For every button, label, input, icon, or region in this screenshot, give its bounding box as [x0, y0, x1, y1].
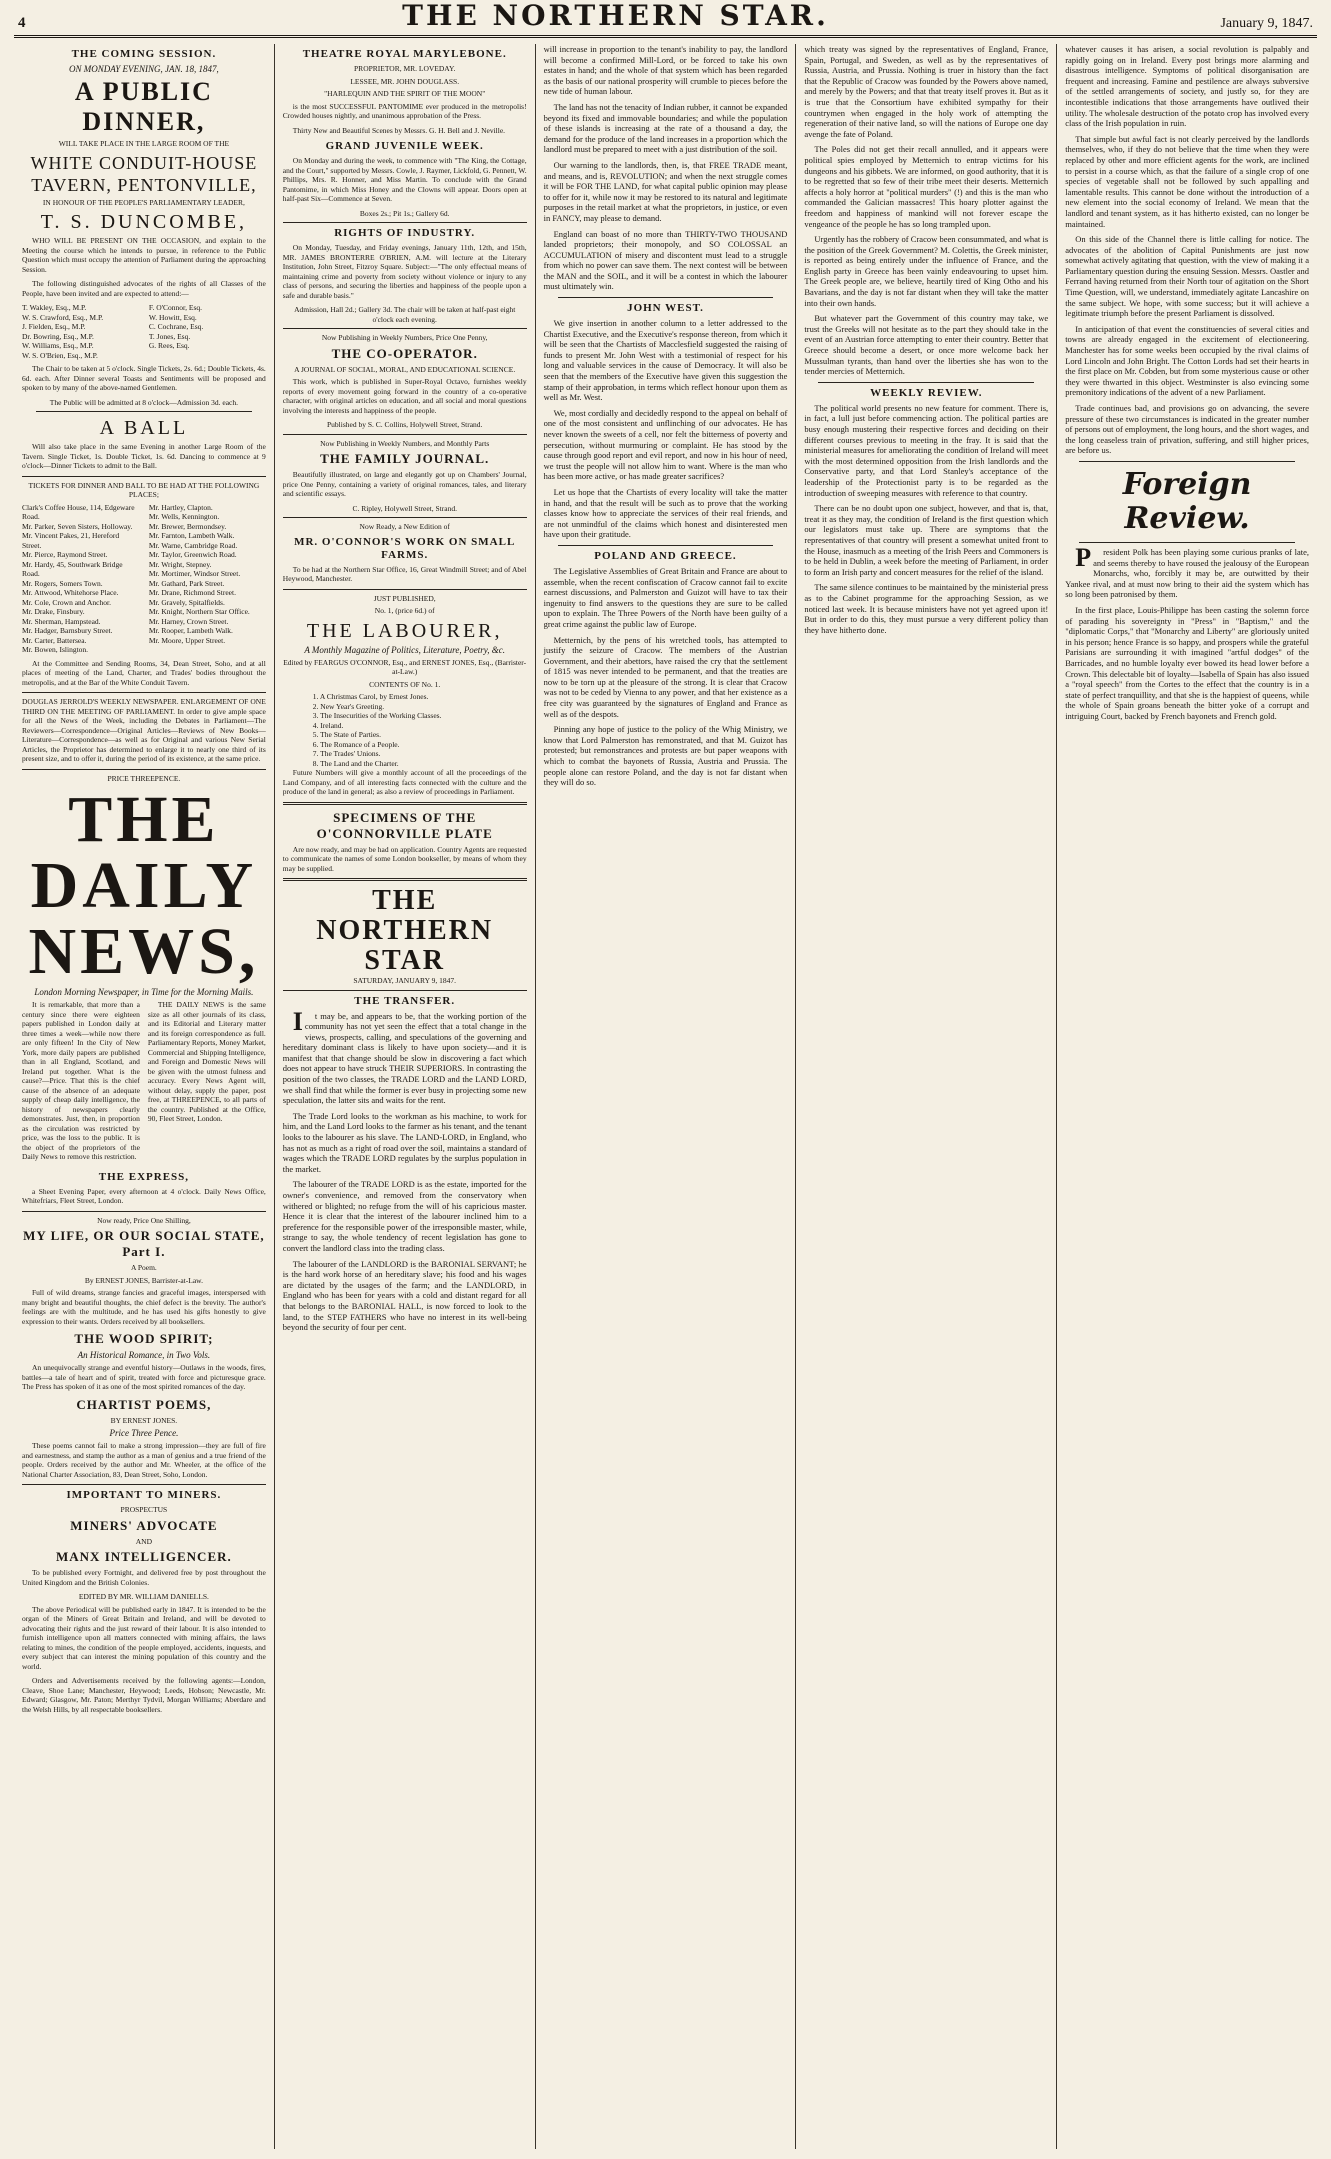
- coming-session-heading: THE COMING SESSION.: [71, 48, 217, 60]
- page-number: 4: [18, 15, 26, 31]
- poland-greece-heading: POLAND AND GREECE.: [594, 549, 737, 562]
- weekly-cont-2: That simple but awful fact is not clearly perceived by the landlords themselves, who, if they do not believe that the time when they were replaced by other and more efficient agents for the work, are inclined to persist in a course which, as that the failure of a single crop of one species of vegetable shall not be followed by such appalling and lamentable results. This cannot be done without the introduction of a new element into the social economy of Ireland. We mean that the landlord and tenant system, as it has hitherto existed, can no longer be maintained.: [1065, 133, 1309, 229]
- daily-news-left: It is remarkable, that more than a century since there were eighteen papers published in London daily at three times a week—while now there are only fifteen! In the City of New York, more daily papers are published than in all England, Scotland, and Ireland put together. What is the cause?—Price. That this is the chief cause of the absence of an adequate supply of cheap daily intelligence, the history of newspapers clearly demonstrates. Just, then, in proportion as the circulation was restricted by price, was the loss to the public. It is the object of the proprietors of the Daily News to remove this restriction.: [22, 1000, 140, 1161]
- contents-list: [283, 692, 527, 768]
- transfer-cont-2: The land has not the tenacity of Indian rubber, it cannot be expanded beyond its fixed and immovable boundaries; and while the population of these islands is increasing at the rate of a thousand a day, the demand for the produce of the land increases in a proportion which the landlord must be prepared to meet with a just distribution of the soil.: [543, 101, 788, 155]
- jones-body: Full of wild dreams, strange fancies and graceful images, interspersed with many bright and beautiful thoughts, the chief defect is the brevity. The author's feelings are with the multitude, and he has used his gifts honestly to give expression to their wants. Orders received by all booksellers.: [22, 1288, 266, 1326]
- theatre-proprietor: PROPRIETOR, MR. LOVEDAY.: [354, 64, 456, 73]
- chartist-poems-title: CHARTIST POEMS,: [76, 1396, 212, 1412]
- contents-item: 7. The Trades' Unions.: [312, 749, 381, 758]
- duncombe-body: WHO WILL BE PRESENT ON THE OCCASION, and explain to the Meeting the course which he intends to pursue, in reference to the Public Question which must occupy the attention of Parliament during the approaching Session.: [22, 236, 266, 274]
- dinner-date: ON MONDAY EVENING, JAN. 18, 1847,: [69, 64, 219, 74]
- issue-date: January 9, 1847.: [1220, 16, 1313, 31]
- ticket-place: Mr. Rooper, Lambeth Walk.: [148, 626, 233, 635]
- ticket-place: Clark's Coffee House, 114, Edgeware Road.: [22, 502, 135, 521]
- coop-pre: Now Publishing in Weekly Numbers, Price One Penny,: [321, 333, 488, 342]
- public-dinner-heading: A PUBLIC DINNER,: [74, 77, 213, 136]
- miners-heading: IMPORTANT TO MINERS.: [66, 1489, 222, 1501]
- weekly-cont-4: In anticipation of that event the constituencies of several cities and towns are already engaged in the excitement of electioneering. Manchester has for some weeks been occupied by the rival claims of Lord Lincoln and John Bright. The Cotton Lords had set their hearts in the first place on Mr. Cobden, but from some mysterious cause or other they were thwarted in this object. Westminster is also evincing some premonitory indications of the advent of a new Parliament.: [1065, 323, 1309, 398]
- transfer-cont-1: will increase in proportion to the tenant's inability to pay, the landlord will become a confirmed Mill-Lord, or be forced to take his own estates in hand; and the whole of that system which has been regarded as the basis of our national prosperity will crumble to pieces before the new tide of human labour.: [543, 44, 788, 97]
- transfer-cont-3: Our warning to the landlords, then, is, that FREE TRADE meant, and means, and is, REVOLUTION; and when the next struggle comes it will be FOR THE LAND, for what capital public opinion may please to offer for it, while now it may be restored to its natural and legitimate purposes in the retail market at what the proprietors, in justice, or even in FANCY, may please to demand.: [543, 159, 788, 223]
- daily-news-subtitle: London Morning Newspaper, in Time for the Morning Mails.: [34, 987, 254, 997]
- tickets-heading: TICKETS FOR DINNER AND BALL TO BE HAD AT THE FOLLOWING PLACES;: [28, 480, 260, 499]
- jones-title: MY LIFE, OR OUR SOCIAL STATE, Part I.: [23, 1228, 265, 1259]
- ticket-place: Mr. Wells, Kennington.: [148, 512, 220, 521]
- invited-item: F. O'Connor, Esq.: [148, 303, 203, 312]
- invited-item: T. Jones, Esq.: [148, 331, 191, 341]
- tickets-note: At the Committee and Sending Rooms, 34, Dean Street, Soho, and at all places of meeting of the Land, Charter, and Trades' bodies throughout the metropolis, and at the Bar of the White Conduit Tavern.: [22, 658, 266, 687]
- transfer-para-2: The Trade Lord looks to the workman as his machine, to work for him, and the Land Lord looks to the farmer as his tenant, and the tenant looks to the labourer as his slave. The LAND-LORD, in England, who has not as much as a right of road over the soil, maintains a standard of wages which the TRADE LORD regulates by the surplus population in the market.: [282, 1110, 527, 1174]
- ticket-place: Mr. Harney, Crown Street.: [148, 616, 229, 626]
- ball-body: Will also take place in the same Evening in another Large Room of the Tavern. Single Ticket, 1s. Double Ticket, 1s. 6d. Dancing to commence at 9 o'clock—Dinner Tickets to admit to the Ball.: [22, 442, 266, 470]
- theatre-heading: THEATRE ROYAL MARYLEBONE.: [302, 48, 507, 60]
- invited-item: C. Cochrane, Esq.: [148, 322, 204, 331]
- miners-footer: Orders and Advertisements received by the following agents:—London, Cleave, Shoe Lane; Manchester, Heywood; Leeds, Hobson; Newcastle, Mr. Edward; Glasgow, Mr. Paton; Merthyr Tydvil, Morgan Williams; Aberdare and the Welsh Hills, by all respectable booksellers.: [22, 1676, 266, 1714]
- miners-advocate-title: MINERS' ADVOCATE: [70, 1517, 218, 1533]
- weekly-cont-5: Trade continues bad, and provisions go on advancing, the severe pressure of these two circumstances is indicated in the greater number of persons out of employment, the long hours, and the short wages, and the long ceaseless train of privation, suffering, and still higher prices, are before us.: [1065, 403, 1309, 456]
- jones-author: By ERNEST JONES, Barrister-at-Law.: [84, 1275, 203, 1285]
- transfer-para-1: It may be, and appears to be, that the working portion of the community has not yet seen the effect that a total change in the views, prospects, calling, and speculations of the governing and hereditary dominant class is likely to have upon society—and it is manifest that that change should be slow in discovering a fact which does not appear to have struck THEIR SUPERIORS. In contrasting the position of the two classes, the TRADE LORD and the LAND LORD, we shall find that while the former is ever busy in projecting some new speculation, the latter sits and waits for the rent.: [282, 1006, 527, 1106]
- juvenile-week-heading: GRAND JUVENILE WEEK.: [325, 140, 484, 152]
- john-west-para-2: We, most cordially and decidedly respond to the appeal on behalf of one of the most consistent and unflinching of our advocates. He has never known the sweets of a cell, nor felt the bitterness of poverty and persecution, without murmuring or complaint. He has stood by the cause through good report and evil report, and now in his hour of need, we trust the people will not allow him to want. Where is the man who has been more active, or has made greater sacrifices?: [543, 407, 788, 482]
- labourer-body: Future Numbers will give a monthly account of all the proceedings of the Land Company, and of all interesting facts connected with the culture and the produce of the land in general; as also a review of proceedings in Parliament.: [282, 768, 527, 796]
- labourer-pre: JUST PUBLISHED,: [373, 593, 436, 603]
- ticket-place: Mr. Sherman, Hampstead.: [22, 616, 101, 626]
- ticket-place: Mr. Bowen, Islington.: [22, 645, 89, 654]
- specimens-body: Are now ready, and may be had on application. Country Agents are requested to communicate the names of some London bookseller, by means of whom they may be supplied.: [282, 844, 527, 873]
- ticket-place: Mr. Taylor, Greenwich Road.: [148, 550, 237, 559]
- daily-news-price: PRICE THREEPENCE.: [107, 773, 181, 783]
- weekly-para-3: The same silence continues to be maintained by the ministerial press as to the Cabinet programme for the approaching Session, as we noticed last week. It is because ministers have not yet agreed upon it! But in order to do this, they must pursue a very different policy than they have hitherto done.: [804, 582, 1049, 635]
- ball-heading: A BALL: [99, 417, 189, 439]
- labourer-editors: Edited by FEARGUS O'CONNOR, Esq., and ERNEST JONES, Esq., (Barrister-at-Law.): [283, 657, 527, 676]
- family-journal-title: THE FAMILY JOURNAL.: [320, 451, 490, 466]
- tickets-places: [22, 503, 266, 655]
- dinner-note: The Chair to be taken at 5 o'clock. Single Tickets, 2s. 6d.; Double Tickets, 4s. 6d. each. After Dinner several Toasts and Sentiments will be proposed and spoken to by many of the above-named Gentlemen.: [22, 364, 266, 392]
- poland-cont-3: Urgently has the robbery of Cracow been consummated, and what is the position of the Greek Government? M. Colettis, the Greek minister, is reported as being entirely under the influence of France, and the English party in Greece has been vainly endeavouring to upset him. The Greek people are, we believe, heartily tired of King Otho and his Bavarians, and the day is not far distant when they will take the matter into their own hands.: [804, 234, 1049, 308]
- column-3: [535, 44, 796, 2149]
- contents-item: 6. The Romance of a People.: [312, 739, 400, 749]
- ticket-place: Mr. Hardy, 45, Southwark Bridge Road.: [22, 559, 123, 578]
- ticket-place: Mr. Rogers, Somers Town.: [22, 578, 103, 588]
- ticket-place: Mr. Drake, Finsbury.: [22, 607, 85, 616]
- contents-item: 8. The Land and the Charter.: [312, 758, 399, 768]
- small-farms-title: MR. O'CONNOR'S WORK ON SMALL FARMS.: [294, 535, 516, 561]
- northern-star-title: THE NORTHERN STAR: [316, 885, 494, 976]
- weekly-cont-3: On this side of the Channel there is little calling for notice. The advocates of the abolition of Capital Punishments are just now somewhat actively agitating that question, with the view of making it a Parliamentary question during the ensuing Session. Messrs. Oastler and Ferrand having returned from their North tour of agitation on the Short Time Question, will, we understand, immediately agitate Lancashire on the same subject. We hope, with some success; but it will achieve a legitimate triumph before the present Parliament is dissolved.: [1065, 234, 1309, 319]
- ticket-place: Mr. Gravely, Spitalfields.: [148, 597, 225, 607]
- poland-para-2: Metternich, by the pens of his wretched tools, has attempted to justify the seizure of Cracow. The members of the Austrian Government, and their abettors, have raised the cry that the settlement of 1815 was never intended to be permanent, and that the treaties are now to be torn up at the pleasure of the strong. It is clear that Cracow was not to be ceded by Vienna to any power, and that her existence as a free city was guaranteed by the signatures of England and France as well as of the despots.: [543, 634, 788, 719]
- family-journal-pre: Now Publishing in Weekly Numbers, and Monthly Parts: [320, 438, 490, 448]
- miners-note: To be published every Fortnight, and delivered free by post throughout the United Kingdom and the British Colonies.: [22, 1568, 266, 1587]
- invited-intro: The following distinguished advocates of the rights of all Classes of the People, have been invited and are expected to attend:—: [22, 279, 266, 298]
- theatre-more: On Monday and during the week, to commence with "The King, the Cottage, and the Court," supported by Messrs. Cowle, J. Raymer, Lickfold, G. Pennett, W. Phillips, Mrs. R. Honner, and Miss Martin. To conclude with the Grand Pantomime, in which Miss Honey and the Clowns will appear. Doors open at half-past Six—Commence at Seven.: [282, 156, 527, 203]
- contents-item: 3. The Insecurities of the Working Classes.: [312, 711, 442, 720]
- foreign-para-1: President Polk has been playing some curious pranks of late, and seems thereby to have roused the jealousy of the European Monarchs, who, forcibly it may be, are outwitted by their Yankee rival, and at must now bring to their aid the system which has so long been patronised by them.: [1065, 542, 1309, 600]
- daily-news-right: THE DAILY NEWS is the same size as all other journals of its class, and its Editorial and Literary matter and its foreign correspondence as full. Parliamentary Reports, Money Market, Commercial and Shipping Intelligence, and Foreign and Domestic News will be given with the utmost fulness and accuracy. Every News Agent will, without delay, supply the paper, post free, at THREEPENCE, to all parts of the country. Published at the Office, 90, Fleet Street, London.: [147, 1000, 266, 1123]
- john-west-para-1: We give insertion in another column to a letter addressed to the Chartist Executive, and the Executive's response thereon, from which it will be seen that the Chartists of Macclesfield suggested the raising of funds to present Mr. John West with a testimonial of respect for his long and valuable services in the cause of Democracy. It will also be seen that the members of the Executive have given this suggestion the stamp of their approbation, in terms which reflect honour upon them as well as Mr. West.: [543, 318, 788, 403]
- coop-publisher: Published by S. C. Collins, Holywell Street, Strand.: [326, 420, 483, 429]
- daily-news-title: THE DAILY NEWS,: [28, 783, 260, 988]
- foreign-para-2: In the first place, Louis-Philippe has been casting the solemn force of parading his sovereignty in "Press" in "Baptism," and the "diplomatic Corps," that "Monarchy and Liberty" are gloriously united in his person; hence France is so happy, and prospers while the grateful Parisians are surrounding it with imagined "artful dodges" of the Barricades, and no humble loyalty ever bowed its head lower before a Crown. This delectable bit of loyalty—Isabella of Spain has also issued a "royal speech" from the Cortes to the effect that the country is in a state of perfect tranquillity, and that she is the happiest of queens, while the whole of Spain groans beneath the bitter yoke of a corrupt and intriguing Court, backed by French bayonets and French gold.: [1065, 604, 1309, 721]
- chartist-poems-price: Price Three Pence.: [109, 1428, 179, 1438]
- weekly-para-1: The political world presents no new feature for comment. There is, in fact, a lull just before commencing action. The political parties are busy enough mustering their respective forces and deciding on their different courses previous to meeting in the fray. It is said that the ministerial measures for ameliorating the condition of Ireland will meet with the most determined opposition from the Irish landlords and the Conservative party, and that Lord Stanley's acceptance of the leadership of the Protectionist party is to be regarded as the introduction of sweeping measures with reference to that country.: [804, 402, 1049, 498]
- contents-item: 2. New Year's Greeting.: [312, 701, 385, 711]
- column-4: [795, 44, 1056, 2149]
- rights-admission: Admission, Hall 2d.; Gallery 3d. The chair will be taken at half-past eight o'clock each evening.: [294, 305, 516, 324]
- rights-heading: RIGHTS OF INDUSTRY.: [334, 227, 476, 239]
- labourer-number: No. 1, (price 6d.) of: [374, 606, 435, 615]
- jerrold-advert: DOUGLAS JERROLD'S WEEKLY NEWSPAPER. ENLARGEMENT OF ONE THIRD ON THE MEETING OF PARLIAMENT. In order to give ample space for all the News of the Week, including the Debates in Parliament—The Reviewers—Correspondence—Original Articles—Reviews of New Books—Literature—Correspondence—as well as for Original and various New Serial Articles, the Proprietor has determined to enlarge it to nearly one third of its present size, and to offer it, during the period of its existence, at the same price.: [22, 697, 266, 763]
- poland-cont-2: The Poles did not get their recall annulled, and it appears were political spies employed by Metternich to entrap victims for his dungeons and his gibbets. We are informed, on good authority, that it is to be regretted that so few of their tribe meet their deserts. Metternich affects a holy horror at "political murders" (!) and this is the man who commanded the Galician massacres! This hoary plotter against the freedom and happiness of mankind will not forever escape the vengeance of the people he has so long trampled upon.: [804, 144, 1049, 229]
- northern-star-date: SATURDAY, JANUARY 9, 1847.: [353, 976, 457, 985]
- contents-heading: CONTENTS OF No. 1.: [369, 679, 441, 689]
- small-farms-body: To be had at the Northern Star Office, 16, Great Windmill Street; and of Abel Heywood, Manchester.: [282, 564, 527, 583]
- poland-para-1: The Legislative Assemblies of Great Britain and France are about to assemble, when the recent confiscation of Cracow cannot fail to excite earnest discussions, and Palmerston and Guizot will have to tax their ingenuity to find answers to the questions they are sure to be called upon to explain. The Three Powers of the North have been guilty of a great crime against the public law of Europe.: [543, 565, 788, 629]
- jones-pre: Now ready, Price One Shilling,: [97, 1215, 191, 1225]
- daily-news-body: [22, 1000, 266, 1167]
- ticket-place: Mr. Gathard, Park Street.: [148, 578, 225, 588]
- columns: [14, 38, 1317, 2149]
- transfer-heading: THE TRANSFER.: [354, 994, 456, 1007]
- miners-prospectus: PROSPECTUS: [120, 1505, 168, 1514]
- contents-item: 4. Ireland.: [312, 720, 344, 730]
- transfer-para-3: The labourer of the TRADE LORD is as the estate, imported for the owner's convenience, and removed from the conservatory when withered or blighted; no refuge from the will of his capricious master. Hence it is clear that the interest of the labourer inclined him to a preference for the responsible power of the irresponsible master, while, strange to say, the whole tendency of recent legislation has gone to convert the landlord class into the trading class.: [282, 1179, 527, 1253]
- manx-intelligencer-title: MANX INTELLIGENCER.: [56, 1549, 232, 1564]
- labourer-subtitle: A Monthly Magazine of Politics, Literature, Poetry, &c.: [304, 644, 506, 655]
- public-admission: The Public will be admitted at 8 o'clock—Admission 3d. each.: [49, 397, 238, 407]
- invited-item: W. S. O'Brien, Esq., M.P.: [22, 350, 98, 360]
- column-1: [14, 44, 274, 2149]
- weekly-para-2: There can be no doubt upon one subject, however, and that is, that, treat it as they may, the condition of Ireland is the first question which our legislators must take up. There are symptoms that the representatives of that country will present a somewhat united front to the House, inasmuch as a meeting of the Irish Peers and Commoners is to be held in Dublin, a week before the meeting of Parliament, in order to form an Irish party and concert measures for the relief of the island.: [804, 503, 1049, 577]
- poland-cont-1: which treaty was signed by the representatives of England, France, Spain, Portugal, and Sweden, as well as by the representatives of Russia, Austria, and Prussia. Nothing is truer in history than the fact that the Republic of Cracow was founded by the Powers above named, and merely by the Powers; and that that treaty itself proves it. But as it is true that the Consortium have exhibited sympathy for their countrymen when engaged in the holy work of attempting the regeneration of their native land, so will the nations of Europe one day avenge the fate of Poland.: [804, 44, 1049, 139]
- theatre-prices: Boxes 2s.; Pit 1s.; Gallery 6d.: [359, 208, 450, 218]
- dinner-honour: IN HONOUR OF THE PEOPLE'S PARLIAMENTARY LEADER,: [42, 197, 245, 207]
- theatre-body: is the most SUCCESSFUL PANTOMIME ever produced in the metropolis! Crowded houses nightly, and unanimous approbation of the Press.: [282, 101, 527, 120]
- jones-poem: A Poem.: [130, 1263, 157, 1272]
- invited-list: [22, 303, 266, 360]
- invited-item: W. Howitt, Esq.: [148, 312, 197, 322]
- invited-item: J. Fielden, Esq., M.P.: [22, 322, 86, 331]
- chartist-poems-author: BY ERNEST JONES.: [110, 1415, 178, 1425]
- labourer-title: THE LABOURER,: [306, 619, 503, 642]
- miners-body: The above Periodical will be published early in 1847. It is intended to be the organ of the Miners of Great Britain and Ireland, and will be devoted to advocating their rights and the just reward of their labour. It is also intended to furnish intelligence upon all matters connected with mining affairs, the laws relating to mines, the condition of the people employed, accidents, inquests, and every subject that can interest the mining population of this country and the world.: [22, 1604, 266, 1671]
- ticket-place: Mr. Pierce, Raymond Street.: [22, 550, 108, 559]
- masthead: [14, 0, 1317, 38]
- invited-item: W. Williams, Esq., M.P.: [22, 341, 94, 350]
- duncombe-name: T. S. DUNCOMBE,: [40, 211, 248, 233]
- ticket-place: Mr. Vincent Pakes, 21, Hereford Street.: [22, 531, 120, 550]
- ticket-place: Mr. Farnton, Lambeth Walk.: [148, 531, 235, 540]
- family-journal-publisher: C. Ripley, Holywell Street, Strand.: [352, 503, 457, 513]
- transfer-cont-4: England can boast of no more than THIRTY-TWO THOUSAND landed proprietors; their monopoly, and SO COLOSSAL an ACCUMULATION of misery and discontent must lead to a struggle from which no power can save them. The next contest will be between the MAN and the SOIL, and it will be a contest in which the labourer must ultimately win.: [543, 228, 788, 292]
- column-2: [274, 44, 535, 2149]
- poland-para-3: Pinning any hope of justice to the policy of the Whig Ministry, we know that Lord Palmerston has remonstrated, and that M. Guizot has protested; but remonstrances and protests are but paper weapons with which to combat the bayonets of Russia, Austria and Prussia. The people alone can restore Poland, and the day is not far distant when they will do so.: [543, 724, 788, 788]
- ticket-place: Mr. Moore, Upper Street.: [148, 635, 226, 645]
- contents-item: 1. A Christmas Carol, by Ernest Jones.: [312, 692, 429, 701]
- invited-item: T. Wakley, Esq., M.P.: [22, 303, 87, 312]
- ticket-place: Mr. Knight, Northern Star Office.: [148, 607, 250, 616]
- dinner-venue-intro: WILL TAKE PLACE IN THE LARGE ROOM OF THE: [58, 139, 230, 148]
- family-journal-body: Beautifully illustrated, on large and elegantly got up on Chambers' Journal, price One Penny, containing a variety of original romances, tales, and literary and scientific essays.: [282, 470, 527, 498]
- john-west-para-3: Let us hope that the Chartists of every locality will take the matter in hand, and that the result will be such as to prove that the working classes know how to appreciate the services of their real friends, and are not unmindful of the claims which honest and disinterested men have upon their gratitude.: [543, 486, 788, 540]
- weekly-cont-1: whatever causes it has arisen, a social revolution is palpably and rapidly going on in Ireland. Every post brings more alarming and disastrous intelligence. Symptoms of political disorganisation are frequent and increasing. Famine and pestilence are always subversive of the settled arrangements of society, and justly so, for they are incontestible indications that those arrangements have outlived their utility. The wholesale destruction of the potato crop has involved every class of the Irish population in ruin.: [1065, 44, 1309, 129]
- ticket-place: Mr. Mortimer, Windsor Street.: [148, 569, 241, 578]
- ticket-place: Mr. Hartley, Clapton.: [148, 502, 213, 512]
- column-5: [1056, 44, 1317, 2149]
- ticket-place: Mr. Parker, Seven Sisters, Holloway.: [22, 521, 133, 531]
- express-title: THE EXPRESS,: [98, 1170, 190, 1183]
- theatre-scenery: Thirty New and Beautiful Scenes by Messrs. G. H. Bell and J. Neville.: [292, 125, 506, 135]
- specimens-heading: SPECIMENS OF THE O'CONNORVILLE PLATE: [316, 809, 493, 841]
- rights-body: On Monday, Tuesday, and Friday evenings, January 11th, 12th, and 15th, MR. JAMES BRONTERRE O'BRIEN, A.M. will lecture at the Literary Institution, John Street, Fitzroy Square. Subject:—"The only effectual means of maintaining crime and poverty from society without violence or injury to any class of persons, and securing the liberties and happiness of the people upon a safe and durable basis.": [282, 243, 527, 300]
- invited-item: Dr. Bowring, Esq., M.P.: [22, 331, 94, 341]
- ticket-place: Mr. Attwood, Whitehorse Place.: [22, 588, 119, 597]
- coop-title: THE CO-OPERATOR.: [331, 345, 478, 361]
- invited-item: G. Rees, Esq.: [148, 341, 190, 350]
- invited-item: W. S. Crawford, Esq., M.P.: [22, 312, 104, 322]
- wood-spirit-title: THE WOOD SPIRIT;: [74, 1331, 214, 1346]
- ticket-place: Mr. Warne, Cambridge Road.: [148, 540, 238, 550]
- weekly-review-heading: WEEKLY REVIEW.: [870, 386, 983, 399]
- theatre-lessee: LESSEE, MR. JOHN DOUGLASS.: [350, 76, 460, 86]
- theatre-pantomime: "HARLEQUIN AND THE SPIRIT OF THE MOON": [324, 89, 486, 98]
- wood-spirit-subtitle: An Historical Romance, in Two Vols.: [77, 1350, 211, 1360]
- transfer-para-4: The labourer of the LANDLORD is the BARONIAL SERVANT; he is the hard work horse of an hereditary slave; his food and his wages are dictated by the usages of the farm; and the LANDLORD, in England who has been for years with a cold and distant regard for all that belongs to the BARONIAL HALL, is now forced to look to the land, to the STEP FATHERS who have no interest in its well-being beyond the security of four per cent.: [282, 1258, 527, 1333]
- ticket-place: Mr. Drane, Richmond Street.: [148, 588, 236, 597]
- miners-and: AND: [135, 1536, 153, 1546]
- ticket-place: Mr. Hadger, Barnsbury Street.: [22, 626, 113, 635]
- newspaper-title: THE NORTHERN STAR.: [402, 0, 829, 32]
- poland-cont-4: But whatever part the Government of this country may take, we trust the Greeks will not hesitate as to the part they should take in the event of an Austrian force attempting to enter their country. Better that Greece should become a desert, or once more welcome back her Mussulman tyrants, than hand over the liberties she has won to the tender mercies of Metternich.: [804, 313, 1049, 377]
- dinner-venue: WHITE CONDUIT-HOUSE TAVERN, PENTONVILLE,: [30, 152, 258, 195]
- coop-body: This work, which is published in Super-Royal Octavo, furnishes weekly reports of every movement going forward in the country of a co-operative character, with original articles on education, and all social and moral questions involving the interests and happiness of the people.: [282, 377, 527, 415]
- miners-editor: EDITED BY MR. WILLIAM DANIELLS.: [78, 1592, 209, 1601]
- ticket-place: Mr. Wright, Stepney.: [148, 559, 212, 569]
- express-body: a Sheet Evening Paper, every afternoon at 4 o'clock. Daily News Office, Whitefriars, Fleet Street, London.: [22, 1186, 266, 1205]
- chartist-poems-body: These poems cannot fail to make a strong impression—they are full of fire and earnestness, and stamp the author as a man of genius and a true friend of the people. Orders received by the author and Mr. Wheeler, at the office of the National Charter Association, 83, Dean Street, Soho, London.: [22, 1441, 266, 1479]
- foreign-review-heading: Foreign Review.: [1122, 466, 1252, 536]
- ticket-place: Mr. Carter, Battersea.: [22, 635, 87, 645]
- ticket-place: Mr. Brewer, Bermondsey.: [148, 521, 227, 531]
- wood-spirit-body: An unequivocally strange and eventful history—Outlaws in the woods, fires, battles—a tale of heart and of spirit, treated with force and picturesque grace. The Press has spoken of it as one of the most spirited romances of the day.: [22, 1363, 266, 1391]
- john-west-heading: JOHN WEST.: [627, 302, 704, 315]
- small-farms-pre: Now Ready, a New Edition of: [359, 522, 450, 531]
- ticket-place: Mr. Cole, Crown and Anchor.: [22, 597, 111, 607]
- coop-subtitle: A JOURNAL OF SOCIAL, MORAL, AND EDUCATIONAL SCIENCE.: [294, 364, 516, 374]
- contents-item: 5. The State of Parties.: [312, 730, 381, 739]
